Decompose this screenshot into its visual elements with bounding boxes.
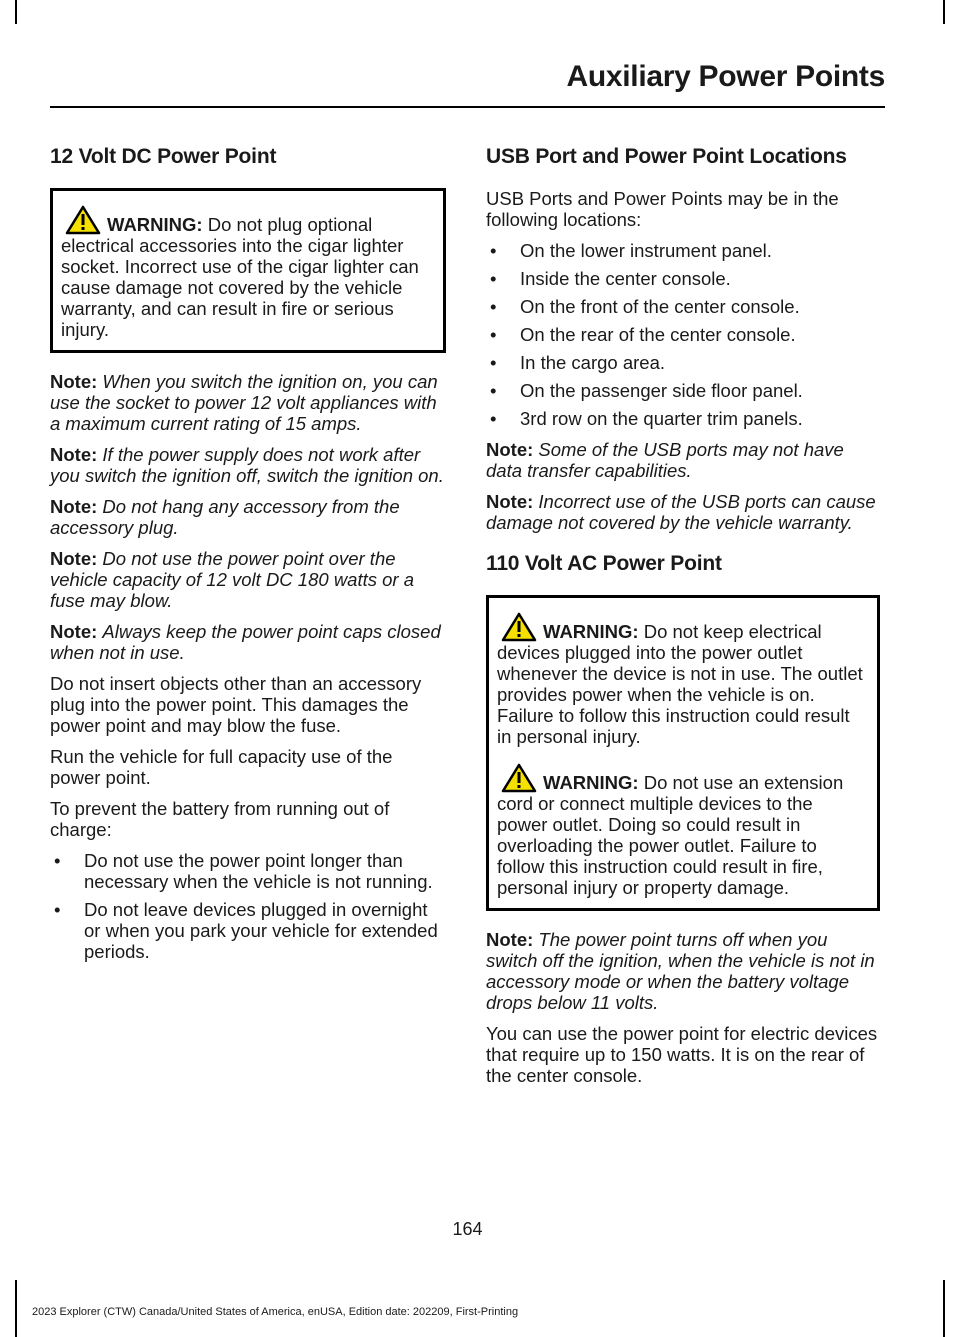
crop-mark-bottom-right (943, 1280, 945, 1337)
section-heading-12v: 12 Volt DC Power Point (50, 145, 277, 168)
warning-box-12v (50, 188, 446, 353)
battery-bullets (50, 850, 446, 962)
list-item: • On the lower instrument panel. (486, 240, 880, 261)
warning-block-1 (497, 612, 867, 747)
warning-box-110v (486, 595, 880, 911)
crop-mark-top-right (943, 0, 945, 24)
list-item: • On the rear of the center console. (486, 324, 880, 345)
header-rule (50, 106, 885, 108)
ac-note: Note: The power point turns off when you switch off the ignition, when the vehicle is not in accessory mode or when the battery voltage drops below 11 volts. (486, 929, 875, 1013)
usb-note-1: Note: Some of the USB ports may not have data transfer capabilities. (486, 439, 844, 481)
page-title: Auxiliary Power Points (566, 60, 885, 93)
crop-mark-bottom-left (15, 1280, 17, 1337)
usb-note-2: Note: Incorrect use of the USB ports can cause damage not covered by the vehicle warranty. (486, 491, 876, 533)
right-column (486, 146, 880, 1096)
list-item: • In the cargo area. (486, 352, 880, 373)
note-3: Note: Do not hang any accessory from the accessory plug. (50, 496, 400, 538)
note-4: Note: Do not use the power point over the vehicle capacity of 12 volt DC 180 watts or a fuse may blow. (50, 548, 415, 611)
crop-mark-top-left (15, 0, 17, 24)
warning-text: Do not use an extension cord or connect multiple devices to the power outlet. Doing so could result in overloading the power outlet. Failure to follow this instruction could result in fire, personal injury or property damage. (497, 772, 844, 898)
page-number: 164 (452, 1219, 483, 1239)
warning-paragraph (497, 763, 867, 898)
warning-triangle-icon (501, 763, 537, 793)
ac-closing: You can use the power point for electric devices that require up to 150 watts. It is on the rear of the center console. (486, 1023, 878, 1086)
note-2: Note: If the power supply does not work after you switch the ignition off, switch the ignition on. (50, 444, 444, 486)
section-heading-usb: USB Port and Power Point Locations (486, 145, 847, 168)
section-heading-110v: 110 Volt AC Power Point (486, 552, 722, 575)
warning-text: Do not keep electrical devices plugged into the power outlet whenever the device is not in use. The outlet provides power when the vehicle is on. Failure to follow this instruction could result in personal injury. (497, 621, 863, 747)
paragraph-1: Do not insert objects other than an accessory plug into the power point. This damages the power point and may blow the fuse. (50, 673, 422, 736)
list-item: • 3rd row on the quarter trim panels. (486, 408, 880, 429)
list-item: • On the passenger side floor panel. (486, 380, 880, 401)
warning-triangle-icon (501, 612, 537, 642)
note-5: Note: Always keep the power point caps closed when not in use. (50, 621, 441, 663)
warning-paragraph (61, 205, 433, 340)
list-item: • Inside the center console. (486, 268, 880, 289)
warning-triangle-icon (65, 205, 101, 235)
list-item: • On the front of the center console. (486, 296, 880, 317)
paragraph-3: To prevent the battery from running out of charge: (50, 798, 390, 840)
warning-label: WARNING: (543, 772, 639, 793)
footer-edition: 2023 Explorer (CTW) Canada/United States of America, enUSA, Edition date: 202209, First-Printing (32, 1306, 519, 1318)
paragraph-2: Run the vehicle for full capacity use of the power point. (50, 746, 393, 788)
location-list (486, 240, 880, 429)
list-item: • Do not leave devices plugged in overnight or when you park your vehicle for extended periods. (50, 899, 446, 962)
note-1: Note: When you switch the ignition on, you can use the socket to power 12 volt appliances with a maximum current rating of 15 amps. (50, 371, 438, 434)
left-column (50, 146, 446, 972)
warning-label: WARNING: (543, 621, 639, 642)
usb-intro: USB Ports and Power Points may be in the following locations: (486, 188, 839, 230)
warning-label: WARNING: (107, 214, 203, 235)
warning-paragraph (497, 612, 867, 747)
list-item: • Do not use the power point longer than necessary when the vehicle is not running. (50, 850, 446, 892)
warning-block-2 (497, 763, 867, 898)
warning-text: Do not plug optional electrical accessories into the cigar lighter socket. Incorrect use of the cigar lighter can cause damage not covered by the vehicle warranty, and can result in fire or serious injury. (61, 214, 419, 340)
